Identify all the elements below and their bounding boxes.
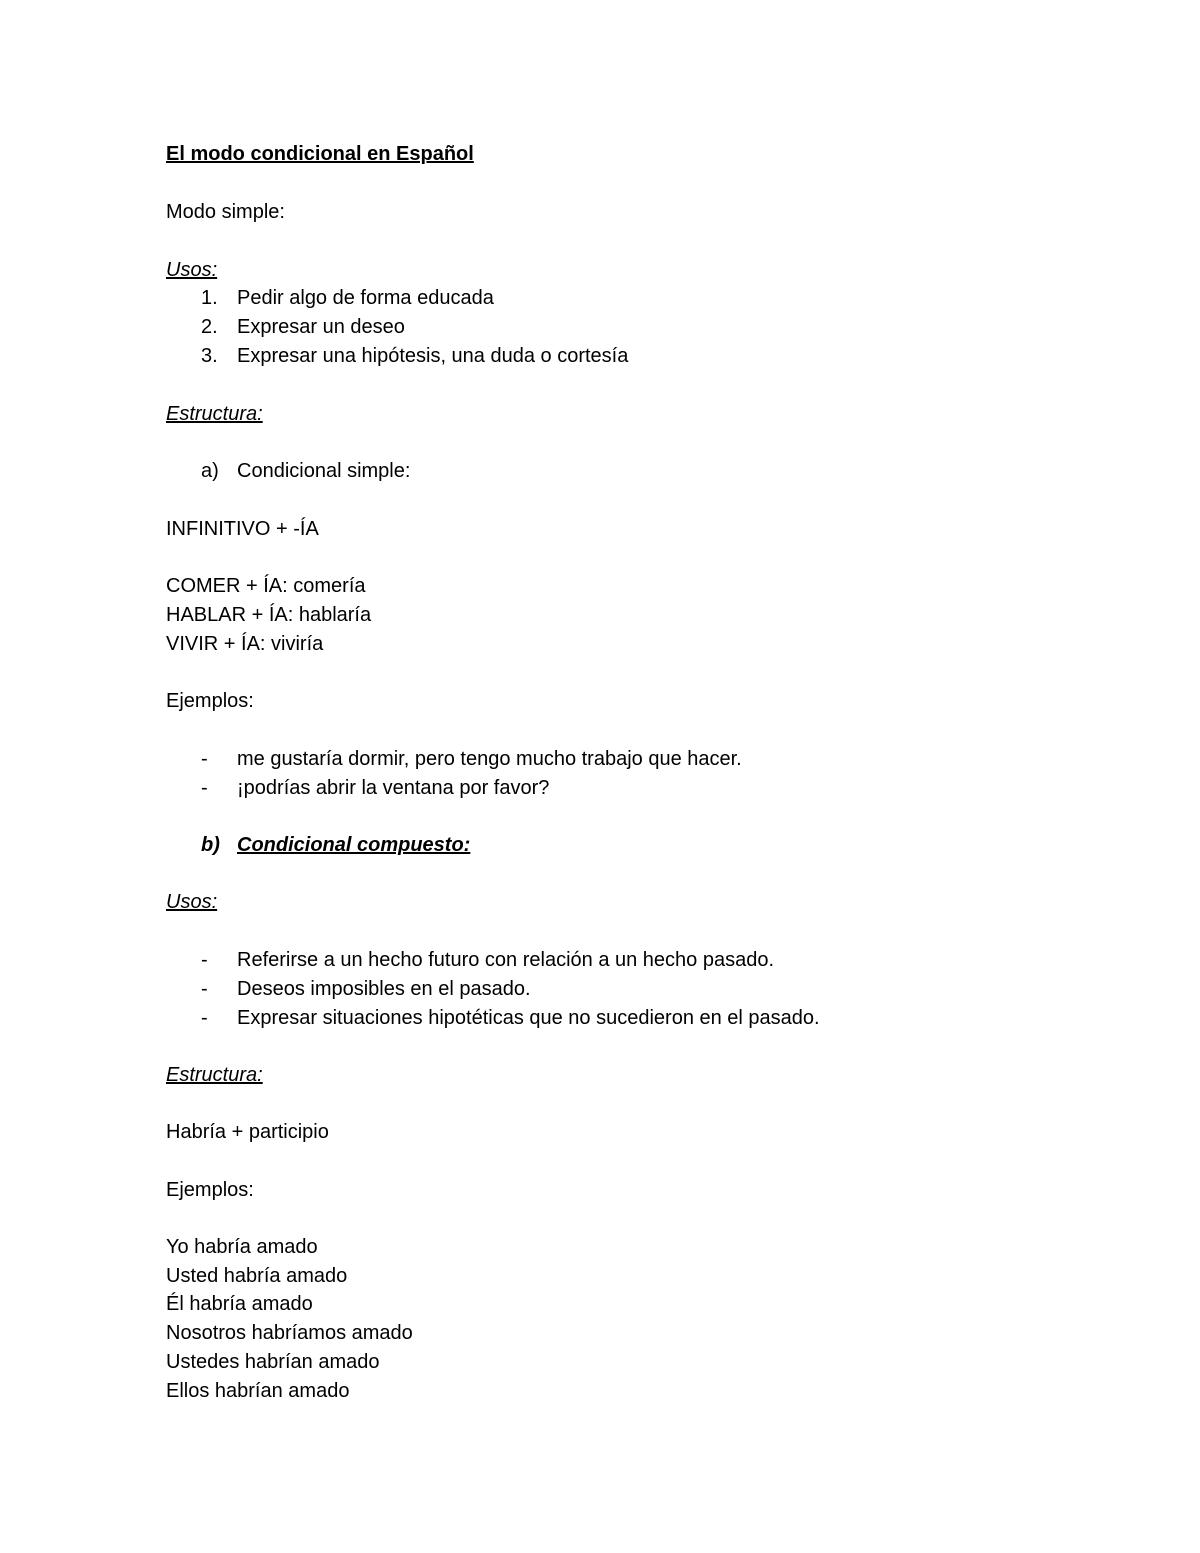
conjugation-line: Él habría amado [166, 1293, 313, 1315]
ejemplos-heading: Ejemplos: [166, 1179, 254, 1201]
conjugation-line: Yo habría amado [166, 1236, 318, 1258]
subsection-title: Condicional compuesto: [237, 834, 471, 856]
conjugation-line: Usted habría amado [166, 1265, 348, 1287]
usos-heading: Usos: [166, 891, 218, 913]
formula: INFINITIVO + -ÍA [166, 518, 319, 540]
list-marker: - [201, 1007, 208, 1029]
list-marker: 2. [201, 316, 218, 338]
conjugation-line: Ustedes habrían amado [166, 1351, 380, 1373]
document-title: El modo condicional en Español [166, 143, 474, 165]
usos-heading: Usos: [166, 259, 218, 281]
ejemplos-heading: Ejemplos: [166, 690, 254, 712]
estructura-heading: Estructura: [166, 403, 263, 425]
list-item-text: Expresar situaciones hipotéticas que no sucedieron en el pasado. [237, 1007, 820, 1029]
list-item-text: Expresar una hipótesis, una duda o cortesía [237, 345, 629, 367]
list-item-text: Referirse a un hecho futuro con relación a un hecho pasado. [237, 949, 775, 971]
list-item-text: Deseos imposibles en el pasado. [237, 978, 531, 1000]
list-item-text: me gustaría dormir, pero tengo mucho trabajo que hacer. [237, 748, 742, 770]
list-marker: - [201, 777, 208, 799]
estructura-heading: Estructura: [166, 1064, 263, 1086]
list-marker: - [201, 748, 208, 770]
conjugation-line: VIVIR + ÍA: viviría [166, 633, 324, 655]
subsection-marker: b) [201, 834, 220, 856]
subsection-title: Condicional simple: [237, 460, 411, 482]
formula: Habría + participio [166, 1121, 329, 1143]
list-marker: - [201, 978, 208, 1000]
list-item-text: ¡podrías abrir la ventana por favor? [237, 777, 550, 799]
conjugation-line: Nosotros habríamos amado [166, 1322, 413, 1344]
list-item-text: Pedir algo de forma educada [237, 287, 494, 309]
section-modo-simple: Modo simple: [166, 201, 285, 223]
conjugation-line: HABLAR + ÍA: hablaría [166, 604, 372, 626]
list-marker: - [201, 949, 208, 971]
list-marker: 1. [201, 287, 218, 309]
list-item-text: Expresar un deseo [237, 316, 405, 338]
list-marker: 3. [201, 345, 218, 367]
subsection-marker: a) [201, 460, 219, 482]
conjugation-line: Ellos habrían amado [166, 1380, 350, 1402]
conjugation-line: COMER + ÍA: comería [166, 575, 366, 597]
